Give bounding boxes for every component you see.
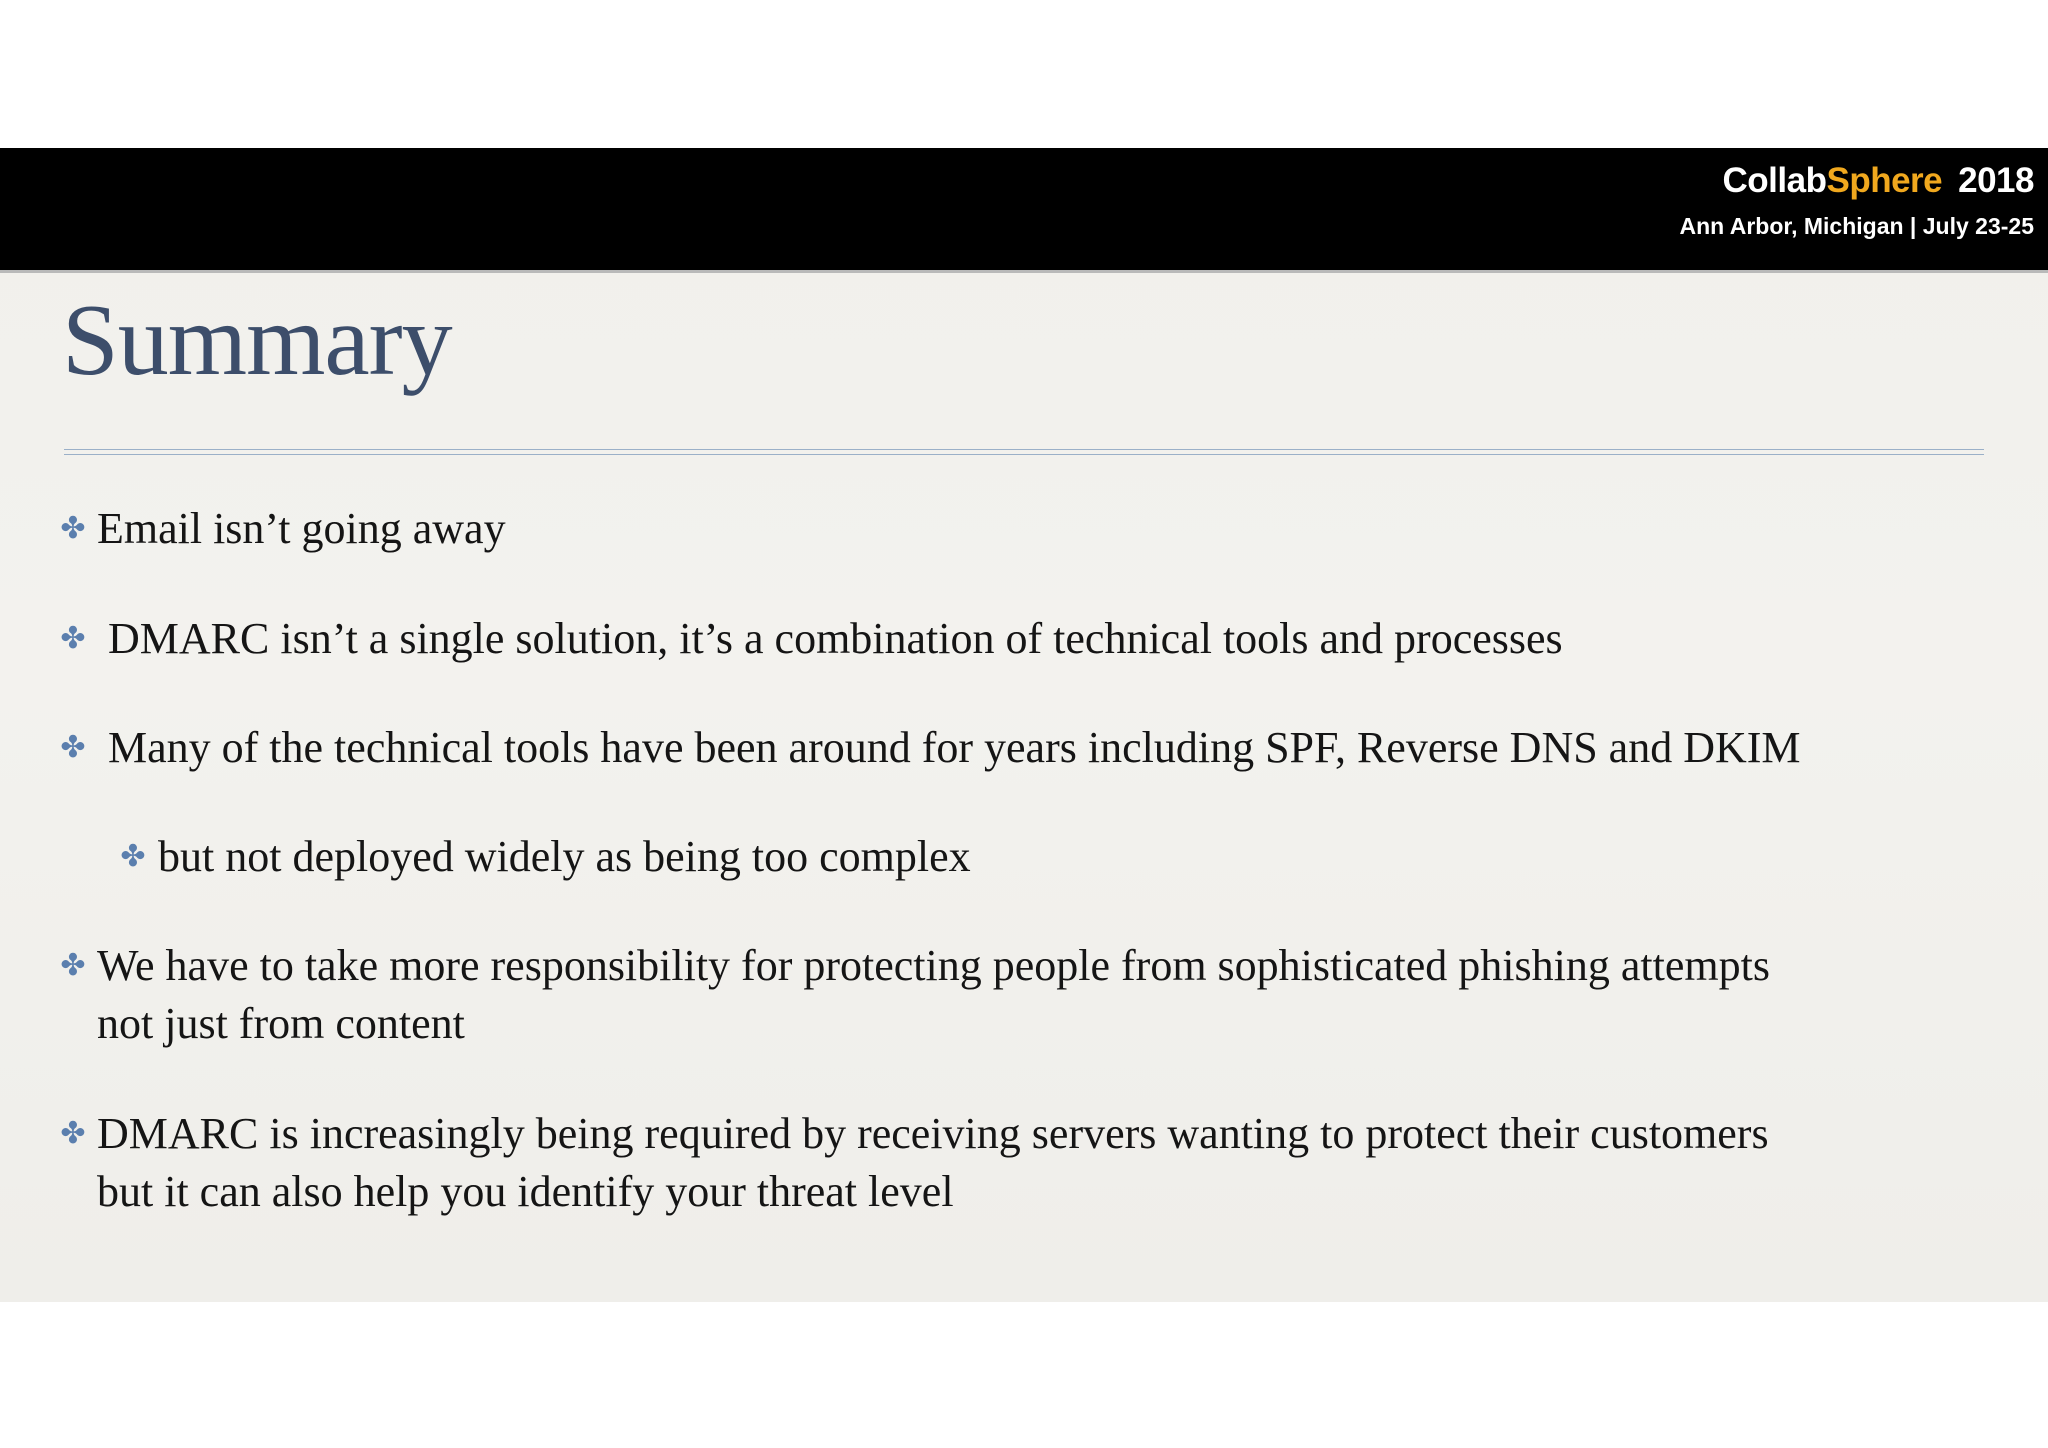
bullet-text-line-1: We have to take more responsibility for protecting people from sophisticated phishing attempts	[97, 941, 1770, 990]
bullet-icon: ✤	[60, 1117, 86, 1150]
brand-logo-year: 2018	[1958, 161, 2034, 200]
bullet-icon: ✤	[120, 840, 146, 873]
title-divider-top	[64, 449, 1984, 450]
slide	[0, 148, 2048, 1302]
slide-title: Summary	[62, 284, 452, 397]
bullet-text: DMARC isn’t a single solution, it’s a combination of technical tools and processes	[108, 614, 1563, 663]
bullet-text: Many of the technical tools have been around for years including SPF, Reverse DNS and DKIM	[108, 723, 1801, 772]
conference-header	[0, 148, 2048, 273]
sub-bullet-item	[60, 828, 971, 886]
brand-logo-collab: Collab	[1722, 161, 1827, 200]
bullet-text: but not deployed widely as being too complex	[158, 832, 971, 881]
title-divider-bottom	[64, 454, 1984, 455]
bullet-icon: ✤	[60, 949, 86, 982]
bullet-text-line-2: but it can also help you identify your threat level	[97, 1167, 954, 1216]
bullet-item	[60, 719, 1801, 777]
bullet-icon: ✤	[60, 622, 86, 655]
bullet-item	[60, 610, 1563, 668]
bullet-item	[60, 937, 1770, 1053]
bullet-text-line-2: not just from content	[97, 999, 465, 1048]
bullet-text-line-1: DMARC is increasingly being required by receiving servers wanting to protect their customers	[97, 1109, 1769, 1158]
brand-logo	[1723, 161, 2034, 201]
bullet-icon: ✤	[60, 731, 86, 764]
event-tagline: Ann Arbor, Michigan | July 23-25	[1679, 213, 2034, 239]
bullet-item	[60, 1105, 1769, 1221]
bullet-text: Email isn’t going away	[97, 504, 506, 553]
bullet-icon: ✤	[60, 512, 86, 545]
bullet-item	[60, 500, 506, 558]
brand-logo-sphere: Sphere	[1826, 161, 1943, 200]
